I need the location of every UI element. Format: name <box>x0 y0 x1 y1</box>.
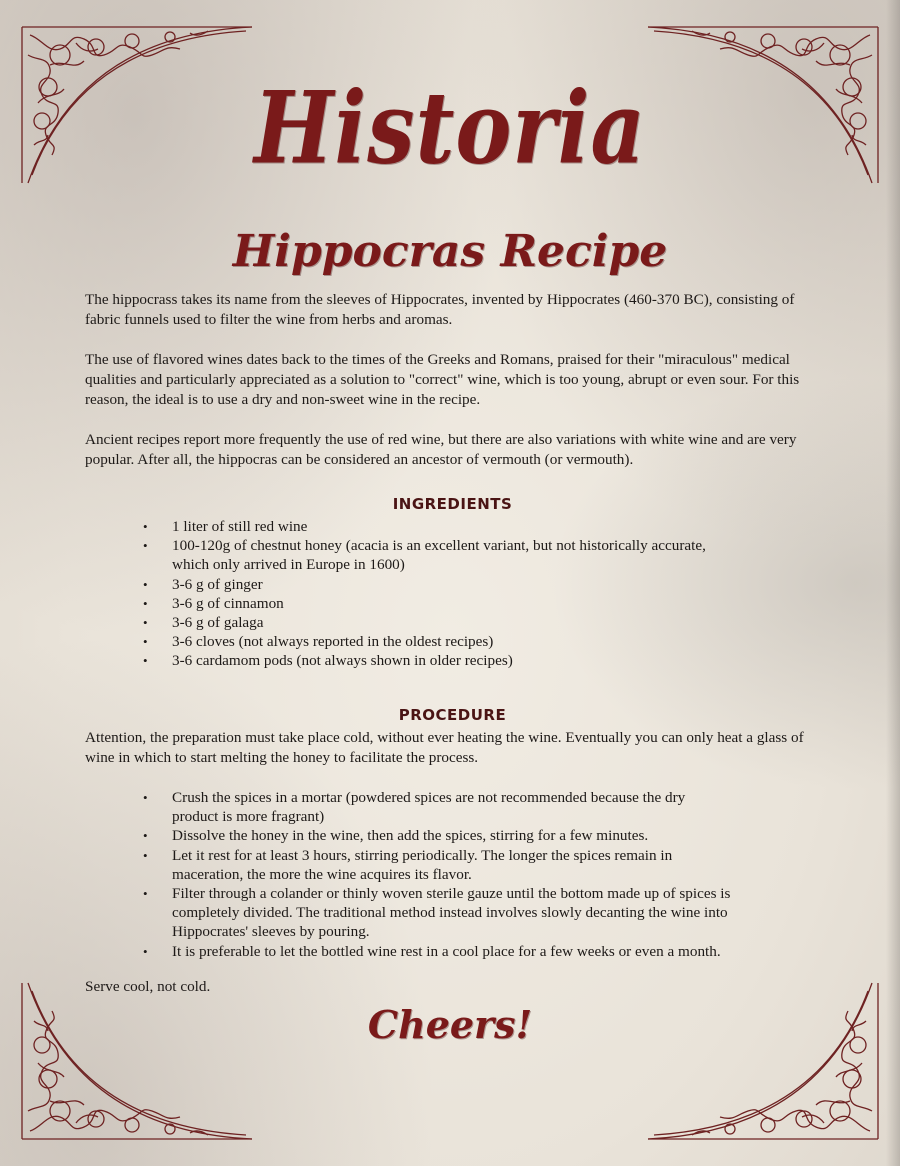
procedure-intro: Attention, the preparation must take place cold, without ever heating the wine. Eventually you can only heat a glass of wine in which to start melting the honey to facilitate the process. <box>85 729 804 766</box>
procedure-step: • Dissolve the honey in the wine, then add the spices, stirring for a few minutes. <box>143 827 649 845</box>
bullet-icon: • <box>143 634 148 650</box>
ingredient-item: • 100-120g of chestnut honey (acacia is an excellent variant, but not historically accurate, which only arrived in Europe in 1600) <box>143 537 706 574</box>
procedure-section <box>85 705 820 961</box>
bullet-icon: • <box>143 519 148 534</box>
recipe-title: Hippocras Recipe <box>232 226 668 277</box>
procedure-heading: PROCEDURE <box>398 706 507 724</box>
bullet-icon: • <box>143 828 148 844</box>
intro-paragraph-3: Ancient recipes report more frequently the use of red wine, but there are also variations with white wine and are very popular. After all, the hippocras can be considered an ancestor of vermouth (or vermouth). <box>85 431 797 468</box>
procedure-step: • Filter through a colander or thinly woven sterile gauze until the bottom made up of spices is completely divided. The traditional method instead involves slowly decanting the wine into Hippocrates' sleeves by pouring. <box>143 885 731 941</box>
ingredient-item: • 1 liter of still red wine <box>143 518 308 535</box>
bullet-icon: • <box>143 595 148 611</box>
bullet-icon: • <box>143 847 148 863</box>
ingredient-item: • 3-6 g of galaga <box>143 614 264 632</box>
serving-note: Serve cool, not cold. <box>85 978 211 995</box>
ingredient-item: • 3-6 g of cinnamon <box>143 594 284 612</box>
intro-section <box>85 290 820 470</box>
bullet-icon: • <box>143 886 148 902</box>
procedure-step: • It is preferable to let the bottled wine rest in a cool place for a few weeks or even a month. <box>143 942 721 960</box>
ingredients-list <box>85 517 820 671</box>
bullet-icon: • <box>143 790 148 805</box>
ingredient-item: • 3-6 cloves (not always reported in the oldest recipes) <box>143 633 494 651</box>
procedure-steps-list <box>85 788 820 961</box>
ingredient-item: • 3-6 g of ginger <box>143 575 263 593</box>
ingredients-section <box>85 494 820 671</box>
brand-logo-title: Historia <box>254 69 646 186</box>
bullet-icon: • <box>143 615 148 631</box>
ingredient-item: • 3-6 cardamom pods (not always shown in older recipes) <box>143 652 513 670</box>
bullet-icon: • <box>143 653 148 669</box>
serving-note-section <box>85 977 820 997</box>
procedure-step: • Let it rest for at least 3 hours, stirring periodically. The longer the spices remain in maceration, the more the wine acquires its flavor. <box>143 846 673 883</box>
ingredients-heading: INGREDIENTS <box>392 495 513 513</box>
intro-paragraph-2: The use of flavored wines dates back to the times of the Greeks and Romans, praised for their "miraculous" medical qualities and particularly appreciated as a solution to "correct" wine, which is too young, abrupt or even sour. For this reason, the ideal is to use a dry and non-sweet wine in the recipe. <box>85 351 800 408</box>
bullet-icon: • <box>143 943 148 959</box>
bullet-icon: • <box>143 538 148 554</box>
cheers-sign-off: Cheers! <box>367 1002 533 1047</box>
intro-paragraph-1: The hippocrass takes its name from the sleeves of Hippocrates, invented by Hippocrates (460-370 BC), consisting of fabric funnels used to filter the wine from herbs and aromas. <box>85 291 795 328</box>
bullet-icon: • <box>143 576 148 592</box>
procedure-step: • Crush the spices in a mortar (powdered spices are not recommended because the dry product is more fragrant) <box>143 789 686 826</box>
